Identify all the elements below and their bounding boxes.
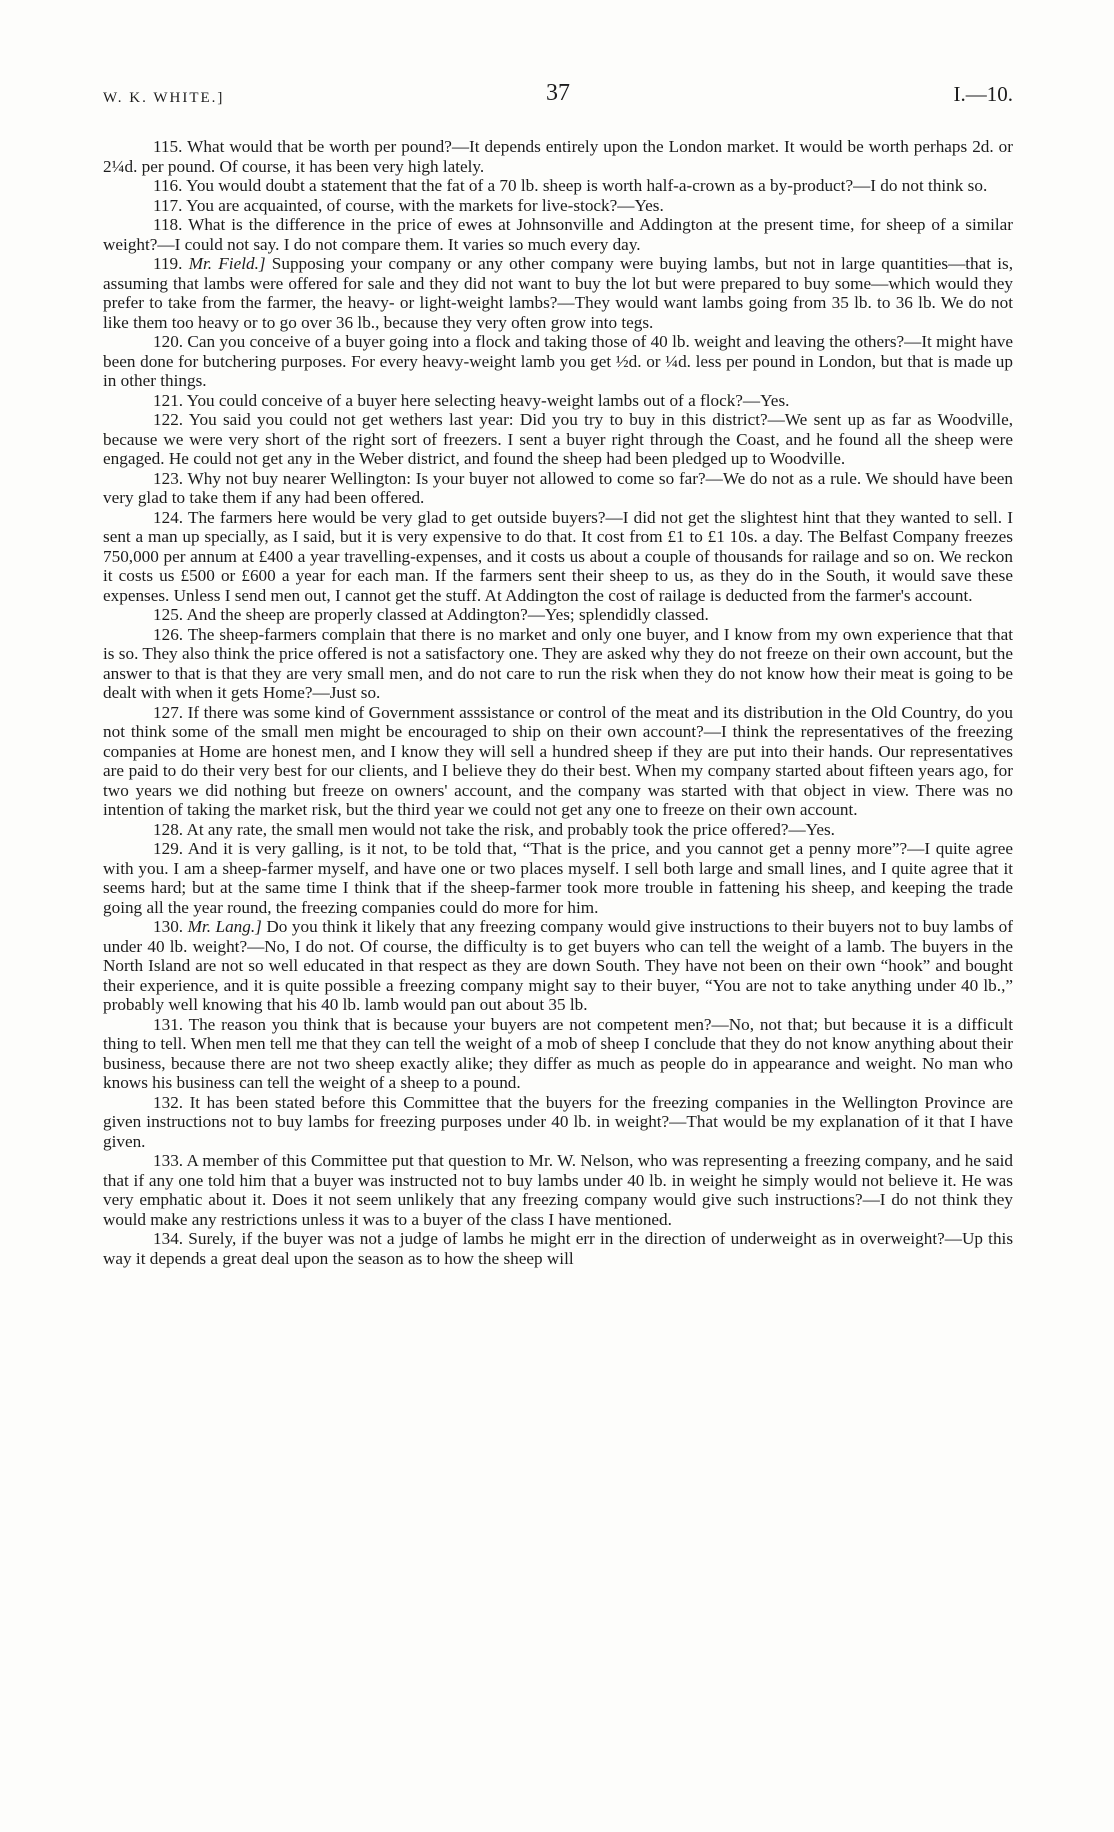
question-text: What is the difference in the price of ewes at Johnsonville and Addington at the present time, for sheep of a similar weight?—I could not say. I do not compare them. It varies so much every day. <box>103 215 1013 254</box>
page-number: 37 <box>546 80 570 106</box>
speaker-name: Mr. Field.] <box>188 254 266 273</box>
question-paragraph <box>103 410 1013 469</box>
question-paragraph <box>103 391 1013 411</box>
question-text: It has been stated before this Committee that the buyers for the freezing companies in the Wellington Province are given instructions not to buy lambs for freezing purposes under 40 lb. in weight?—That would be my explanation of it that I have given. <box>103 1092 1014 1151</box>
question-paragraph <box>103 215 1013 254</box>
question-number: 130. <box>153 917 184 936</box>
question-text: You could conceive of a buyer here selecting heavy-weight lambs out of a flock?—Yes. <box>186 390 790 410</box>
question-text: You said you could not get wethers last year: Did you try to buy in this district?—We sent up as far as Woodville, because we were very short of the right sort of freezers. I sent a buyer right through the Coast, and he found all the sheep were engaged. He could not get any in the Weber district, and found the sheep had been pledged up to Woodville. <box>103 410 1013 468</box>
question-number: 127. <box>153 702 184 722</box>
question-text: And the sheep are properly classed at Addington?—Yes; splendidly classed. <box>186 605 709 624</box>
question-number: 126. <box>153 624 184 644</box>
question-paragraph <box>103 137 1013 176</box>
question-text: You are acquainted, of course, with the markets for live-stock?—Yes. <box>186 195 664 215</box>
question-paragraph <box>103 605 1013 625</box>
question-paragraph <box>103 1151 1013 1229</box>
question-paragraph <box>103 917 1013 1015</box>
question-paragraph <box>103 469 1013 508</box>
question-text: The farmers here would be very glad to get outside buyers?—I did not get the slightest hint that they wanted to sell. I sent a man up specially, as I said, but it is very expensive to do that. It cost from £1 to £1 10s. a day. The Belfast Company freezes 750,000 per annum at £400 a year travelling-expenses, and it costs us about a couple of thousands for railage and so on. We reckon it costs us £500 or £600 a year for each man. If the farmers sent their sheep to us, as they do in the South, it would save these expenses. Unless I send men out, I cannot get the stuff. At Addington the cost of railage is deducted from the farmer's account. <box>103 507 1013 605</box>
question-paragraph <box>103 332 1013 391</box>
question-number: 118. <box>153 215 183 234</box>
question-number: 123. <box>153 468 184 488</box>
question-paragraph <box>103 1015 1013 1093</box>
question-number: 120. <box>153 332 184 351</box>
header-paper-reference: I.—10. <box>953 82 1013 106</box>
question-number: 115. <box>153 137 183 156</box>
header-witness-name: W. K. WHITE.] <box>103 90 225 106</box>
question-paragraph <box>103 703 1013 820</box>
question-paragraph <box>103 196 1013 216</box>
question-number: 119. <box>153 254 183 273</box>
question-paragraph <box>103 839 1013 917</box>
question-paragraph <box>103 625 1013 703</box>
page-header <box>103 80 1013 116</box>
question-number: 121. <box>153 390 184 410</box>
question-text: Why not buy nearer Wellington: Is your buyer not allowed to come so far?—We do not as a rule. We should have been very glad to take them if any had been offered. <box>103 468 1013 507</box>
question-text: At any rate, the small men would not take the risk, and probably took the price offered?—Yes. <box>186 819 835 839</box>
question-text: Do you think it likely that any freezing company would give instructions to their buyers not to buy lambs of under 40 lb. weight?—No, I do not. Of course, the difficulty is to get buyers who can tell the weight of a lamb. The buyers in the North Island are not so well educated in that respect as they are down South. They have not been on their own “hook” and bought their experience, and it is quite possible a freezing company might say to their buyer, “You are not to take anything under 40 lb.,” probably well knowing that his 40 lb. lamb would pan out about 35 lb. <box>103 917 1013 1014</box>
question-number: 117. <box>153 195 183 215</box>
question-paragraph <box>103 1093 1013 1152</box>
question-text: The sheep-farmers complain that there is no market and only one buyer, and I know from my own experience that that is so. They also think the price offered is not a satisfactory one. They are asked why they do not freeze on their own account, but the answer to that is that they are very small men, and do not care to run the risk when they do not know how their meat is going to be dealt with when it gets Home?—Just so. <box>103 624 1013 702</box>
question-number: 131. <box>153 1014 184 1034</box>
question-text: If there was some kind of Government asssistance or control of the meat and its distribution in the Old Country, do you not think some of the small men might be encouraged to ship on their own account?—I think the representatives of the freezing companies at Home are honest men, and I know they will sell a hundred sheep if they are put into their hands. Our representatives are paid to do their very best for our clients, and I believe they do their best. When my company started about fifteen years ago, for two years we did nothing but freeze on owners' account, and the company was started with that object in view. There was no intention of taking the market risk, but the third year we could not get any one to freeze on their own account. <box>103 702 1014 819</box>
question-text: The reason you think that is because your buyers are not competent men?—No, not that; but because it is a difficult thing to tell. When men tell me that they can tell the weight of a mob of sheep I conclude that they do not know anything about their business, because there are not two sheep exactly alike; they differ as much as people do in appearance and weight. No man who knows his business can tell the weight of a sheep to a pound. <box>103 1014 1013 1092</box>
question-text: And it is very galling, is it not, to be told that, “That is the price, and you cannot get a penny more”?—I quite agree with you. I am a sheep-farmer myself, and have one or two places myself. I sell both large and small lines, and I quite agree that it seems hard; but at the same time I think that if the sheep-farmer took more trouble in fattening his sheep, and keeping the trade going all the year round, the freezing companies could do more for him. <box>103 839 1013 917</box>
question-text: Surely, if the buyer was not a judge of lambs he might err in the direction of underweight as in overweight?—Up this way it depends a great deal upon the season as to how the sheep will <box>103 1229 1014 1268</box>
question-text: What would that be worth per pound?—It depends entirely upon the London market. It would be worth perhaps 2d. or 2¼d. per pound. Of course, it has been very high lately. <box>103 137 1013 176</box>
question-paragraph <box>103 176 1013 196</box>
question-paragraph <box>103 820 1013 840</box>
question-paragraph <box>103 1229 1013 1268</box>
question-text: Supposing your company or any other company were buying lambs, but not in large quantities—that is, assuming that lambs were offered for sale and they did not want to buy the lot but were prepared to buy some—which would they prefer to take from the farmer, the heavy- or light-weight lambs?—They would want lambs going from 35 lb. to 36 lb. We do not like them too heavy or to go over 36 lb., because they very often grow into tegs. <box>103 254 1014 332</box>
question-number: 129. <box>153 839 184 858</box>
question-number: 125. <box>153 605 184 624</box>
evidence-body <box>103 137 1013 1268</box>
question-number: 132. <box>153 1092 184 1112</box>
question-paragraph <box>103 508 1013 606</box>
speaker-name: Mr. Lang.] <box>187 917 262 936</box>
question-number: 124. <box>153 507 184 527</box>
question-paragraph <box>103 254 1013 332</box>
question-text: A member of this Committee put that question to Mr. W. Nelson, who was representing a freezing company, and he said that if any one told him that a buyer was instructed not to buy lambs under 40 lb. in weight he simply would not believe it. He was very emphatic about it. Does it not seem unlikely that any freezing company would give such instructions?—I do not think they would make any restrictions unless it was to a buyer of the class I have mentioned. <box>103 1151 1014 1229</box>
question-number: 133. <box>153 1151 184 1170</box>
question-number: 116. <box>153 176 183 195</box>
question-number: 128. <box>153 819 184 839</box>
question-number: 134. <box>153 1229 184 1248</box>
question-number: 122. <box>153 410 184 429</box>
question-text: You would doubt a statement that the fat of a 70 lb. sheep is worth half-a-crown as a by-product?—I do not think so. <box>186 176 988 195</box>
question-text: Can you conceive of a buyer going into a flock and taking those of 40 lb. weight and leaving the others?—It might have been done for butchering purposes. For every heavy-weight lamb you get ½d. or ¼d. less per pound in London, but that is made up in other things. <box>103 332 1013 390</box>
